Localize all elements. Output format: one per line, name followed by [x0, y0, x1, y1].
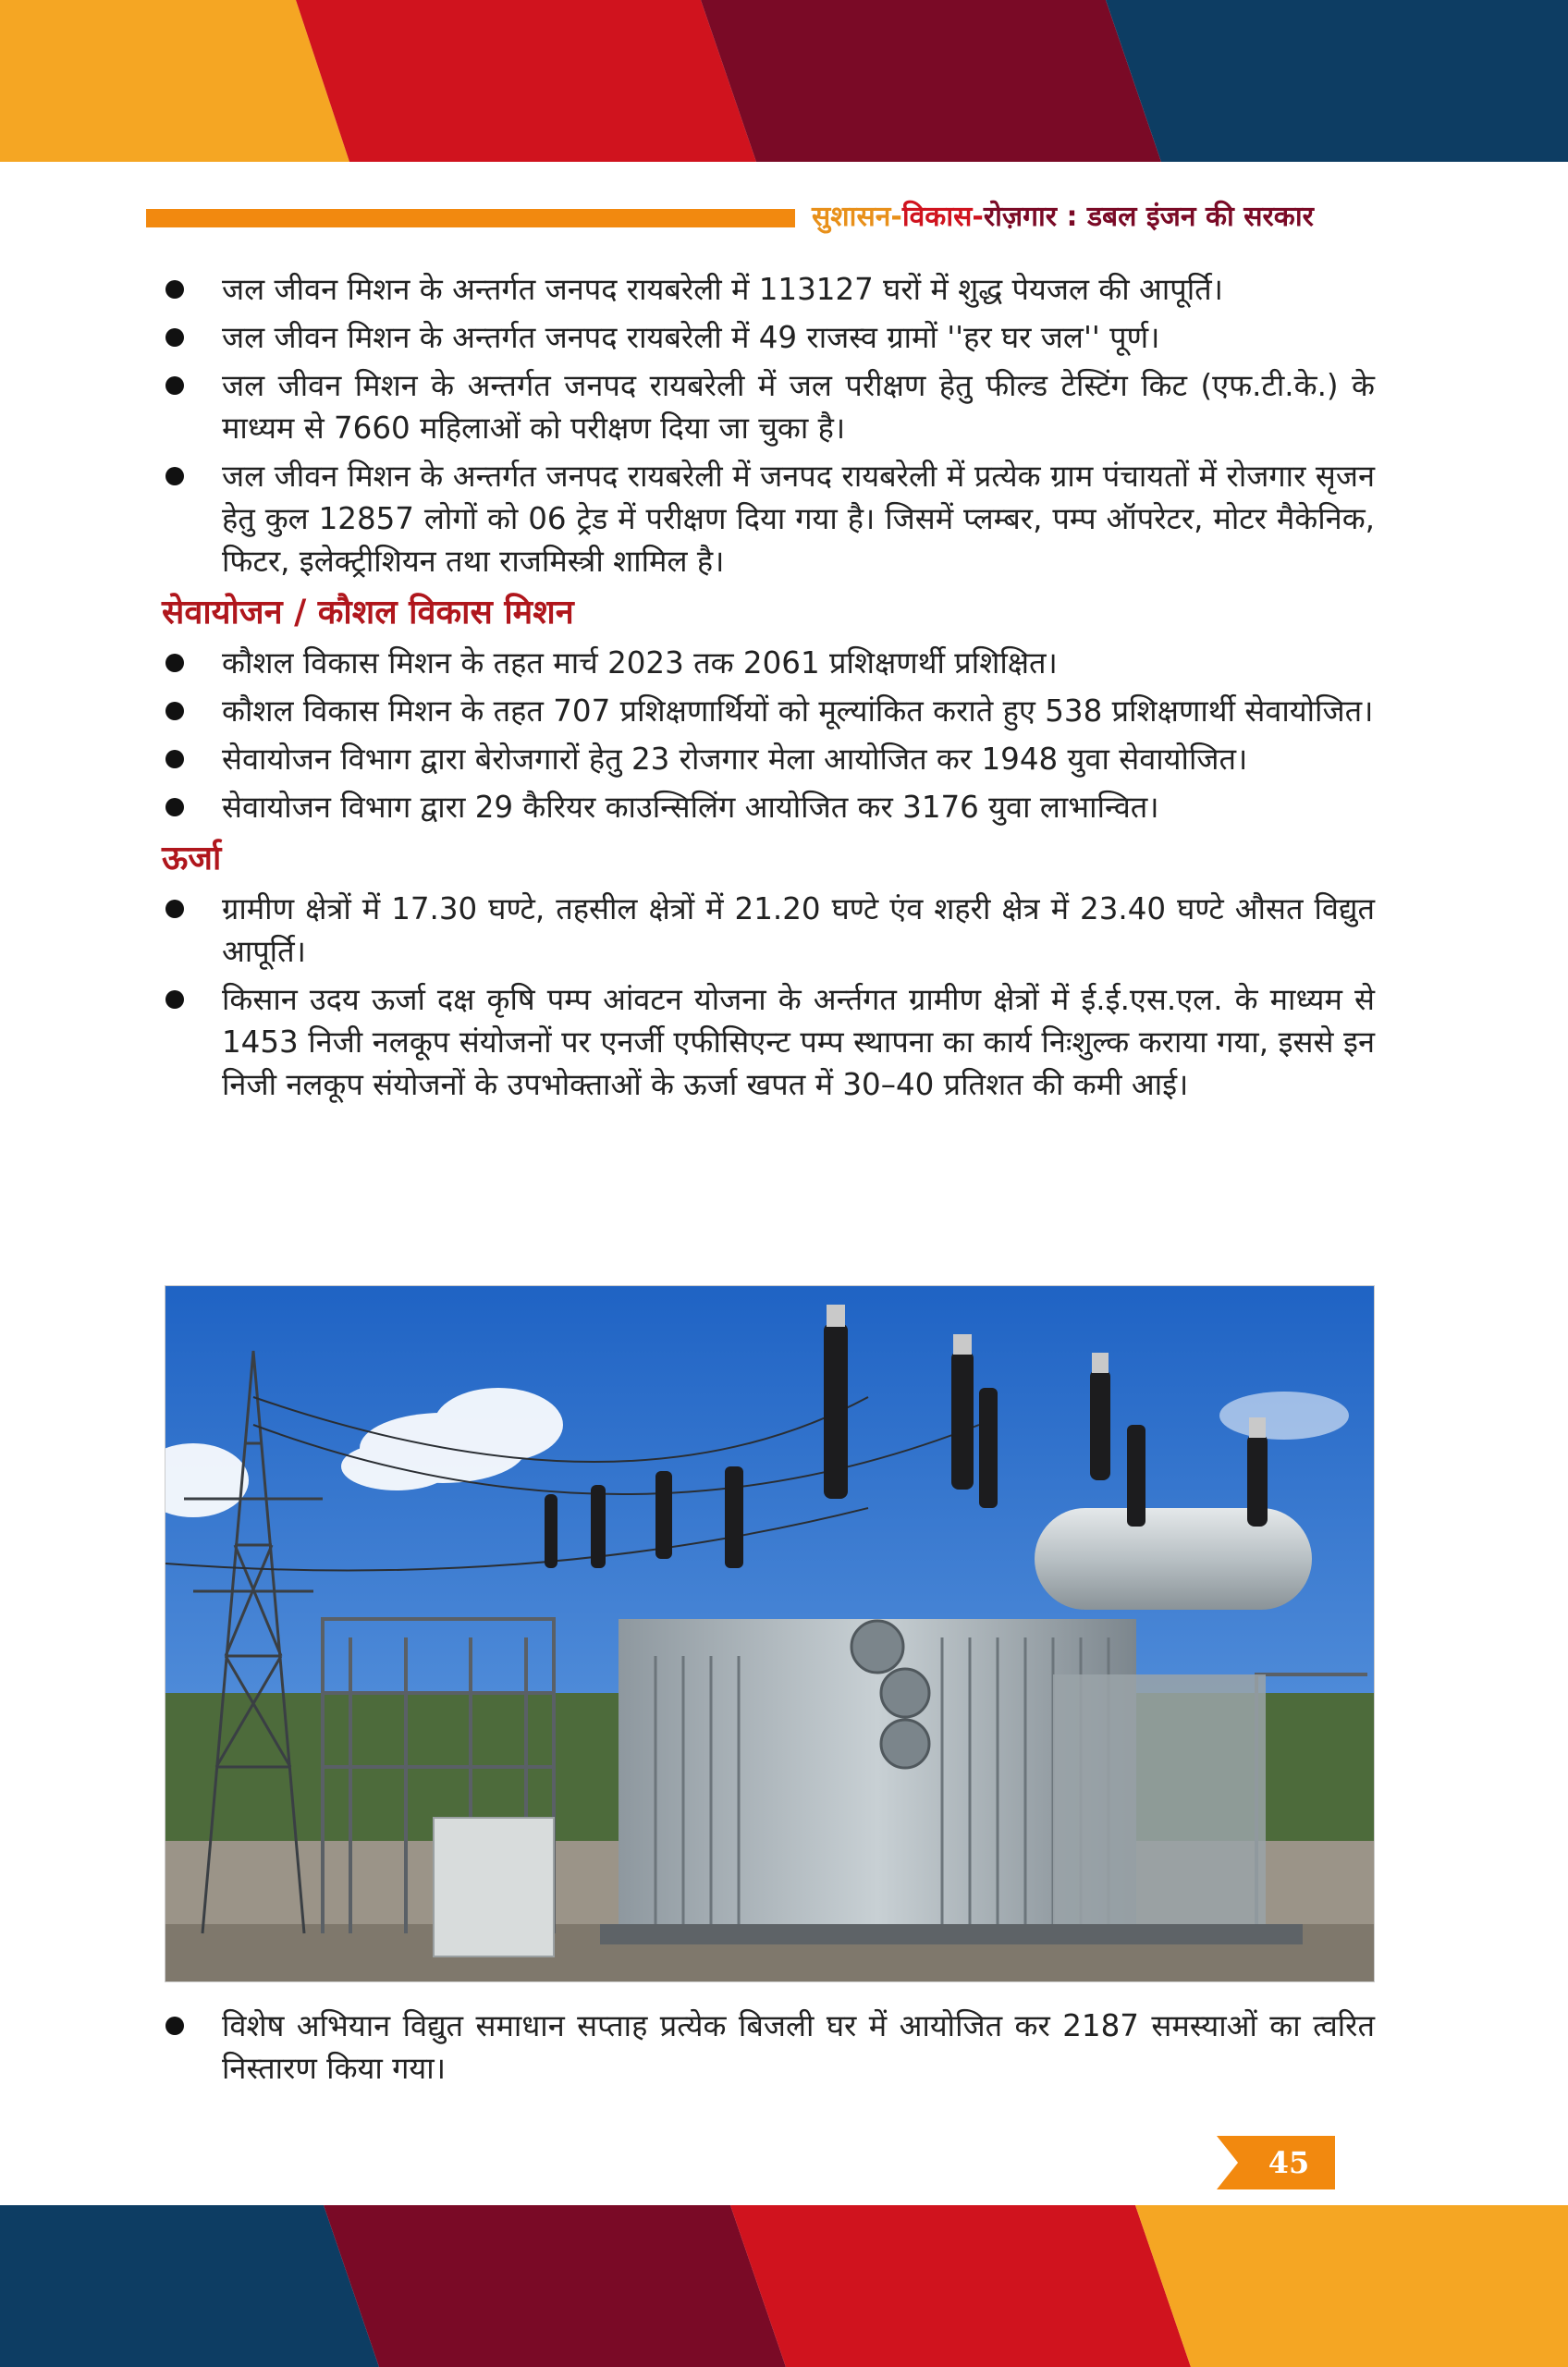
header-title	[812, 198, 1314, 237]
list-item	[162, 364, 1375, 449]
bullet-dot	[165, 328, 184, 347]
employment-bullet-list	[162, 642, 1375, 828]
list-item	[162, 316, 1375, 359]
after-photo-content	[162, 2005, 1375, 2095]
energy-bullet-list	[162, 888, 1375, 1106]
conservator-tank	[1035, 1508, 1312, 1610]
top-band-yellow	[0, 0, 349, 162]
list-item	[162, 786, 1375, 828]
bullet-dot	[165, 280, 184, 299]
list-item	[162, 978, 1375, 1106]
list-item-text: ग्रामीण क्षेत्रों में 17.30 घण्टे, तहसील क्षेत्रों में 21.20 घण्टे एंव शहरी क्षेत्र में 23.40 घण्टे औसत विद्युत आपूर्ति।	[222, 891, 1375, 969]
list-item	[162, 268, 1375, 311]
bottom-band-navy	[0, 2205, 379, 2367]
list-item-text: सेवायोजन विभाग द्वारा 29 कैरियर काउन्सिलिंग आयोजित कर 3176 युवा लाभान्वित।	[222, 790, 1159, 825]
main-content	[162, 268, 1375, 1111]
energy-section-heading: ऊर्जा	[162, 839, 222, 877]
header-title-part3: रोज़गार : डबल इंजन की सरकार	[983, 201, 1314, 233]
employment-section-heading: सेवायोजन / कौशल विकास मिशन	[162, 593, 574, 632]
list-item-text: कौशल विकास मिशन के तहत मार्च 2023 तक 2061 प्रशिक्षणर्थी प्रशिक्षित।	[222, 645, 1058, 681]
list-item-text: जल जीवन मिशन के अन्तर्गत जनपद रायबरेली में 49 राजस्व ग्रामों ''हर घर जल'' पूर्ण।	[222, 320, 1160, 355]
list-item-text: सेवायोजन विभाग द्वारा बेरोजगारों हेतु 23 रोजगार मेला आयोजित कर 1948 युवा सेवायोजित।	[222, 742, 1248, 777]
top-band-navy	[1106, 0, 1568, 162]
bottom-band-yellow	[1135, 2205, 1568, 2367]
list-item	[162, 738, 1375, 780]
list-item	[162, 690, 1375, 732]
bottom-color-band	[0, 2205, 1568, 2367]
list-item	[162, 455, 1375, 583]
top-color-band	[0, 0, 1568, 162]
bullet-dot	[165, 654, 184, 672]
top-band-red	[296, 0, 756, 162]
bullet-dot	[165, 376, 184, 395]
list-item-text: जल जीवन मिशन के अन्तर्गत जनपद रायबरेली में जनपद रायबरेली में प्रत्येक ग्राम पंचायतों में रोजगार सृजन हेतु कुल 12857 लोगों को 06 ट्रेड में परीक्षण दिया गया है। जिसमें प्लम्बर, पम्प ऑपरेटर, मोटर मैकेनिक, फिटर, इलेक्ट्रीशियन तथा राजमिस्त्री शामिल है।	[222, 459, 1375, 579]
bullet-dot	[165, 467, 184, 485]
list-item-text: जल जीवन मिशन के अन्तर्गत जनपद रायबरेली में जल परीक्षण हेतु फील्ड टेस्टिंग किट (एफ.टी.के.) के माध्यम से 7660 महिलाओं को परीक्षण दिया जा चुका है।	[222, 368, 1375, 446]
header-title-part2: विकास-	[901, 201, 984, 233]
bullet-dot	[165, 2017, 184, 2035]
bullet-dot	[165, 990, 184, 1009]
list-item-text: विशेष अभियान विद्युत समाधान सप्ताह प्रत्येक बिजली घर में आयोजित कर 2187 समस्याओं का त्वरित निस्तारण किया गया।	[222, 2008, 1375, 2086]
bottom-band-maroon	[324, 2205, 786, 2367]
page-number: 45	[1268, 2145, 1310, 2180]
bottom-band-red	[730, 2205, 1191, 2367]
list-item-text: किसान उदय ऊर्जा दक्ष कृषि पम्प आंवटन योजना के अर्न्तगत ग्रामीण क्षेत्रों में ई.ई.एस.एल. के माध्यम से 1453 निजी नलकूप संयोजनों पर एनर्जी एफीसिएन्ट पम्प स्थापना का कार्य निःशुल्क कराया गया, इससे इन निजी नलकूप संयोजनों के उपभोक्ताओं के ऊर्जा खपत में 30–40 प्रतिशत की कमी आई।	[222, 982, 1375, 1102]
bullet-dot	[165, 798, 184, 816]
header-rule	[146, 209, 795, 227]
top-band-shapes	[0, 0, 1568, 162]
substation-photo	[165, 1285, 1375, 1982]
bullet-dot	[165, 702, 184, 720]
list-item-text: जल जीवन मिशन के अन्तर्गत जनपद रायबरेली में 113127 घरों में शुद्ध पेयजल की आपूर्ति।	[222, 272, 1223, 307]
top-band-maroon	[701, 0, 1161, 162]
bullet-dot	[165, 750, 184, 768]
substation-illustration	[165, 1286, 1374, 1981]
control-cabinet	[434, 1818, 554, 1956]
list-item	[162, 642, 1375, 684]
header-title-part1: सुशासन-	[812, 201, 902, 233]
bottom-band-shapes	[0, 2205, 1568, 2367]
list-item-text: कौशल विकास मिशन के तहत 707 प्रशिक्षणार्थियों को मूल्यांकित कराते हुए 538 प्रशिक्षणार्थी सेवायोजित।	[222, 693, 1374, 729]
bullet-dot	[165, 900, 184, 918]
radiator-bank	[1053, 1674, 1266, 1933]
transformer-base	[600, 1924, 1303, 1944]
energy-after-photo-list	[162, 2005, 1375, 2090]
water-bullet-list	[162, 268, 1375, 583]
list-item	[162, 888, 1375, 973]
list-item	[162, 2005, 1375, 2090]
